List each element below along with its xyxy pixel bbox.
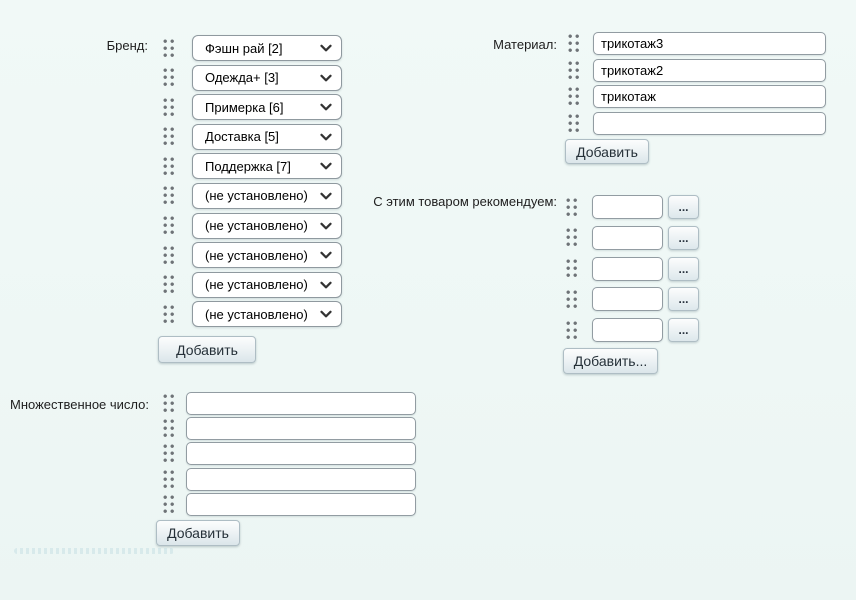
brand-add-button[interactable]: Добавить [158, 336, 256, 363]
brand-select-value: Примерка [6] [205, 99, 284, 115]
recommend-input-5[interactable] [592, 318, 663, 342]
drag-handle-icon[interactable] [568, 34, 581, 53]
material-input-1[interactable] [593, 32, 826, 55]
brand-row [163, 272, 342, 298]
brand-select-5[interactable] [192, 153, 342, 179]
chevron-down-icon [320, 104, 332, 112]
plural-add-button[interactable]: Добавить [156, 520, 240, 546]
chevron-down-icon [320, 281, 332, 289]
brand-select-7[interactable] [192, 213, 342, 239]
drag-handle-icon[interactable] [163, 186, 176, 205]
drag-handle-icon[interactable] [163, 275, 176, 294]
chevron-down-icon [320, 163, 332, 171]
drag-handle-icon[interactable] [163, 444, 176, 463]
plural-row [163, 392, 416, 415]
drag-handle-icon[interactable] [163, 470, 176, 489]
drag-handle-icon[interactable] [568, 87, 581, 106]
brand-row [163, 301, 342, 327]
drag-handle-icon[interactable] [163, 246, 176, 265]
drag-handle-icon[interactable] [163, 98, 176, 117]
recommend-browse-button[interactable]: ... [668, 226, 699, 250]
brand-select-value: Поддержка [7] [205, 158, 291, 174]
brand-select-value: (не установлено) [205, 247, 308, 263]
plural-input-5[interactable] [186, 493, 416, 516]
chevron-down-icon [320, 251, 332, 259]
recommend-browse-button[interactable]: ... [668, 257, 699, 281]
recommend-label: С этим товаром рекомендуем: [373, 194, 557, 209]
brand-row [163, 242, 342, 268]
material-row [568, 59, 826, 82]
plural-label: Множественное число: [10, 397, 150, 412]
recommend-browse-button[interactable]: ... [668, 287, 699, 311]
brand-row [163, 183, 342, 209]
drag-handle-icon[interactable] [163, 419, 176, 438]
recommend-input-4[interactable] [592, 287, 663, 311]
material-add-button[interactable]: Добавить [565, 139, 649, 164]
plural-row [163, 417, 416, 440]
recommend-input-1[interactable] [592, 195, 663, 219]
brand-row [163, 35, 342, 61]
drag-handle-icon[interactable] [163, 495, 176, 514]
plural-input-2[interactable] [186, 417, 416, 440]
brand-select-4[interactable] [192, 124, 342, 150]
drag-handle-icon[interactable] [163, 305, 176, 324]
brand-row [163, 213, 342, 239]
chevron-down-icon [320, 44, 332, 52]
drag-handle-icon[interactable] [568, 114, 581, 133]
recommend-row [566, 226, 699, 250]
plural-row [163, 468, 416, 491]
drag-handle-icon[interactable] [566, 228, 579, 247]
brand-list [163, 35, 342, 331]
brand-select-value: (не установлено) [205, 306, 308, 322]
material-input-3[interactable] [593, 85, 826, 108]
plural-row [163, 493, 416, 516]
plural-list [163, 392, 416, 518]
brand-select-1[interactable] [192, 35, 342, 61]
material-label: Материал: [493, 37, 557, 52]
chevron-down-icon [320, 133, 332, 141]
drag-handle-icon[interactable] [163, 216, 176, 235]
drag-handle-icon[interactable] [566, 290, 579, 309]
chevron-down-icon [320, 311, 332, 319]
recommend-browse-button[interactable]: ... [668, 318, 699, 342]
plural-input-4[interactable] [186, 468, 416, 491]
brand-row [163, 153, 342, 179]
faint-artifact-strip [14, 548, 174, 554]
drag-handle-icon[interactable] [568, 61, 581, 80]
brand-select-value: (не установлено) [205, 188, 308, 204]
brand-select-value: Доставка [5] [205, 129, 279, 145]
material-row [568, 85, 826, 108]
plural-row [163, 442, 416, 465]
brand-select-value: Одежда+ [3] [205, 70, 279, 86]
recommend-browse-button[interactable]: ... [668, 195, 699, 219]
recommend-add-button[interactable]: Добавить... [563, 348, 658, 374]
material-input-4[interactable] [593, 112, 826, 135]
drag-handle-icon[interactable] [163, 127, 176, 146]
chevron-down-icon [320, 74, 332, 82]
brand-row [163, 65, 342, 91]
recommend-row [566, 195, 699, 219]
material-row [568, 32, 826, 55]
brand-select-10[interactable] [192, 301, 342, 327]
drag-handle-icon[interactable] [163, 157, 176, 176]
brand-select-value: Фэшн рай [2] [205, 40, 283, 56]
chevron-down-icon [320, 222, 332, 230]
plural-input-3[interactable] [186, 442, 416, 465]
drag-handle-icon[interactable] [163, 68, 176, 87]
brand-select-3[interactable] [192, 94, 342, 120]
brand-select-8[interactable] [192, 242, 342, 268]
recommend-row [566, 287, 699, 311]
drag-handle-icon[interactable] [163, 394, 176, 413]
drag-handle-icon[interactable] [566, 259, 579, 278]
material-list [568, 32, 826, 138]
recommend-input-2[interactable] [592, 226, 663, 250]
recommend-row [566, 257, 699, 281]
material-row [568, 112, 826, 135]
brand-row [163, 94, 342, 120]
brand-row [163, 124, 342, 150]
drag-handle-icon[interactable] [566, 198, 579, 217]
brand-select-9[interactable] [192, 272, 342, 298]
recommend-input-3[interactable] [592, 257, 663, 281]
drag-handle-icon[interactable] [163, 39, 176, 58]
material-input-2[interactable] [593, 59, 826, 82]
plural-input-1[interactable] [186, 392, 416, 415]
drag-handle-icon[interactable] [566, 321, 579, 340]
brand-label: Бренд: [106, 38, 148, 53]
recommend-list [566, 195, 699, 349]
brand-select-value: (не установлено) [205, 277, 308, 293]
brand-select-2[interactable] [192, 65, 342, 91]
brand-select-value: (не установлено) [205, 218, 308, 234]
recommend-row [566, 318, 699, 342]
